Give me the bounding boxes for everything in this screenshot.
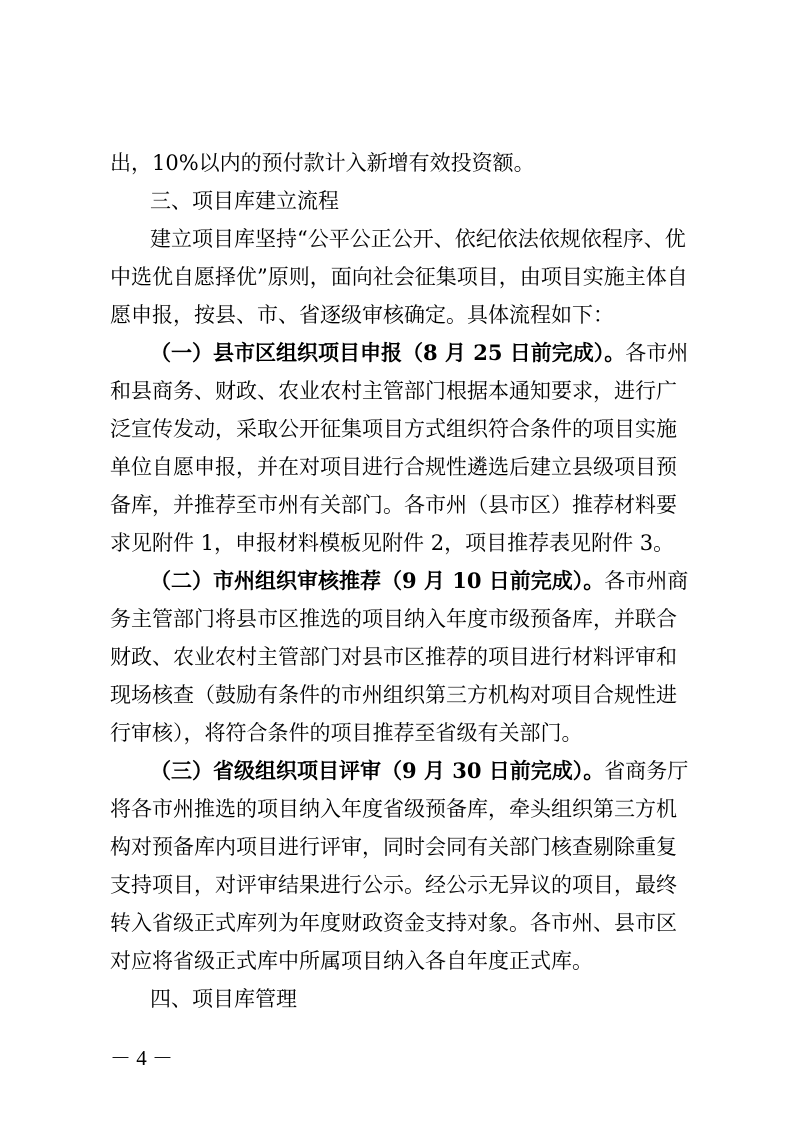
body-line-8 — [110, 416, 690, 442]
body-line-20 — [110, 872, 690, 898]
body-text: 各市州商 — [604, 569, 689, 593]
body-line-3 — [150, 226, 690, 252]
body-line-7 — [110, 378, 690, 404]
subsection-3-line — [150, 758, 690, 784]
body-text: 泛宣传发动，采取公开征集项目方式组织符合条件的项目实施 — [110, 417, 677, 441]
body-line-10 — [110, 492, 690, 518]
section-heading-3 — [150, 188, 690, 214]
body-line-9 — [110, 454, 690, 480]
body-line-4 — [110, 264, 690, 290]
body-line-21 — [110, 910, 690, 936]
body-line-1 — [110, 150, 690, 176]
body-line-14 — [110, 644, 690, 670]
body-text: 各市州 — [625, 341, 689, 365]
subsection-1-line — [150, 340, 690, 366]
body-line-11 — [110, 530, 690, 556]
body-text: 建立项目库坚持“公平公正公开、依纪依法依规依程序、优 — [150, 227, 686, 251]
body-text: 务主管部门将县市区推选的项目纳入年度市级预备库，并联合 — [110, 607, 677, 631]
body-text: 备库，并推荐至市州有关部门。各市州（县市区）推荐材料要 — [110, 493, 677, 517]
body-text: 转入省级正式库列为年度财政资金支持对象。各市州、县市区 — [110, 911, 677, 935]
body-line-18 — [110, 796, 690, 822]
body-line-13 — [110, 606, 690, 632]
body-line-15 — [110, 682, 690, 708]
body-text: 构对预备库内项目进行评审，同时会同有关部门核查剔除重复 — [110, 835, 677, 859]
body-text: 愿申报，按县、市、省逐级审核确定。具体流程如下： — [110, 303, 614, 327]
body-line-16 — [110, 720, 690, 746]
body-line-19 — [110, 834, 690, 860]
subsection-2-line — [150, 568, 690, 594]
body-line-22 — [110, 948, 690, 974]
body-text: 将各市州推选的项目纳入年度省级预备库，牵头组织第三方机 — [110, 797, 677, 821]
section-heading-4 — [150, 986, 690, 1012]
body-text: 支持项目，对评审结果进行公示。经公示无异议的项目，最终 — [110, 873, 677, 897]
subsection-heading: （二）市州组织审核推荐（9 月 10 日前完成）。 — [150, 568, 605, 593]
body-line-5 — [110, 302, 690, 328]
heading-text: 四、项目库管理 — [150, 987, 297, 1011]
body-text: 对应将省级正式库中所属项目纳入各自年度正式库。 — [110, 949, 593, 973]
body-text: 省商务厅 — [604, 759, 689, 783]
body-text: 出，10%以内的预付款计入新增有效投资额。 — [110, 151, 535, 175]
subsection-heading: （一）县市区组织项目申报（8 月 25 日前完成）。 — [150, 340, 626, 365]
heading-text: 三、项目库建立流程 — [150, 189, 339, 213]
body-text: 求见附件 1，申报材料模板见附件 2，项目推荐表见附件 3。 — [110, 531, 675, 555]
body-text: 现场核查（鼓励有条件的市州组织第三方机构对项目合规性进 — [110, 683, 677, 707]
body-text: 财政、农业农村主管部门对县市区推荐的项目进行材料评审和 — [110, 645, 677, 669]
body-text: 和县商务、财政、农业农村主管部门根据本通知要求，进行广 — [110, 379, 677, 403]
body-text: 单位自愿申报，并在对项目进行合规性遴选后建立县级项目预 — [110, 455, 677, 479]
page-number: － 4 － — [110, 1046, 173, 1070]
body-text: 中选优自愿择优”原则，面向社会征集项目，由项目实施主体自 — [110, 265, 688, 289]
body-text: 行审核），将符合条件的项目推荐至省级有关部门。 — [110, 721, 583, 745]
subsection-heading: （三）省级组织项目评审（9 月 30 日前完成）。 — [150, 758, 605, 783]
